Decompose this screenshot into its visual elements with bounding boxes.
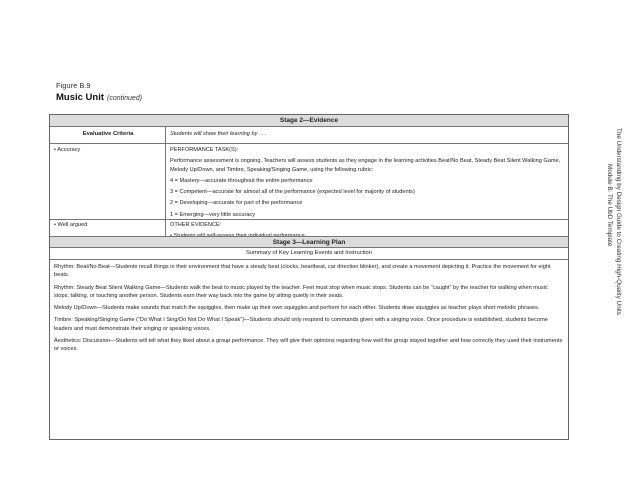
performance-tasks-title: PERFORMANCE TASK(S): [170, 147, 239, 153]
learning-event: Rhythm: Steady Beat Silent Walking Game—Students walk the beat to music played by the teacher. Feet must stop when music stops. Students can be “caught” by the teacher for walking when music stops, talking, or touching another person. Students earn their way back into the game by sitting quietly in their seats. [54, 284, 548, 299]
rubric-item: 4 = Mastery—accurate throughout the entire performance [170, 177, 313, 184]
learning-event: Aesthetics: Discussion—Students will tell what they liked about a group performance. They will give their opinions regarding how well the group stayed together and how correctly they used their instruments or voices. [54, 338, 563, 353]
rubric-item: 1 = Emerging—very little accuracy [170, 211, 256, 218]
performance-tasks [168, 146, 564, 222]
performance-tasks-description: Performance assessment is ongoing. Teachers will assess students as they engage in the learning activities Beat/No Beat, Steady Beat Silent Walking Game, Melody Up/Down, and Timbre, Speaking/Singing Game, using the following rubric: [170, 158, 561, 173]
learning-event: Timbre: Speaking/Singing Game (“Do What I Sing/Do Not Do What I Speak”)—Students should only respond to commands given with a singing voice. Once procedure is established, students become leaders and must demonstrate their singing or speaking voices. [54, 317, 548, 332]
stage3-header: Stage 3—Learning Plan [50, 236, 568, 248]
rubric-item: 3 = Competent—accurate for almost all of the performance (expected level for majority of students) [170, 189, 415, 196]
figure-title [56, 92, 142, 103]
criterion-well-argued: • Well argued [54, 222, 88, 228]
running-header-text [605, 128, 623, 368]
figure-subtitle: (continued) [107, 95, 143, 102]
criterion-accuracy: • Accuracy [54, 147, 81, 153]
figure-label: Figure B.9 [56, 81, 91, 90]
learning-plan [54, 263, 564, 358]
template-table [49, 114, 569, 440]
module-title: Module B: The UbD Template [606, 164, 613, 247]
book-title: The Understanding by Design Guide to Creating High-Quality Units [615, 128, 622, 315]
rubric-item: 2 = Developing—accurate for part of the performance [170, 200, 303, 207]
criteria-intro: Students will show their learning by . . . [170, 131, 267, 137]
evaluative-criteria-header: Evaluative Criteria [82, 131, 134, 137]
learning-event: Melody Up/Down—Students make sounds that match the squiggles, then make up their own squiggles and perform for each other. Students draw squiggles as teacher plays short melodic phrases. [54, 305, 540, 312]
running-header [592, 128, 624, 368]
learning-events-header: Summary of Key Learning Events and Instruction [50, 248, 568, 260]
other-evidence-title: OTHER EVIDENCE: [170, 222, 222, 228]
stage2-header: Stage 2—Evidence [50, 115, 568, 127]
figure-title-text: Music Unit [56, 92, 105, 103]
learning-event: Rhythm: Beat/No Beat—Students recall things in their environment that have a steady beat (clocks, heartbeat, car direction blinker), and create a movement depicting it. Practice the movement for eight beats. [54, 264, 551, 279]
